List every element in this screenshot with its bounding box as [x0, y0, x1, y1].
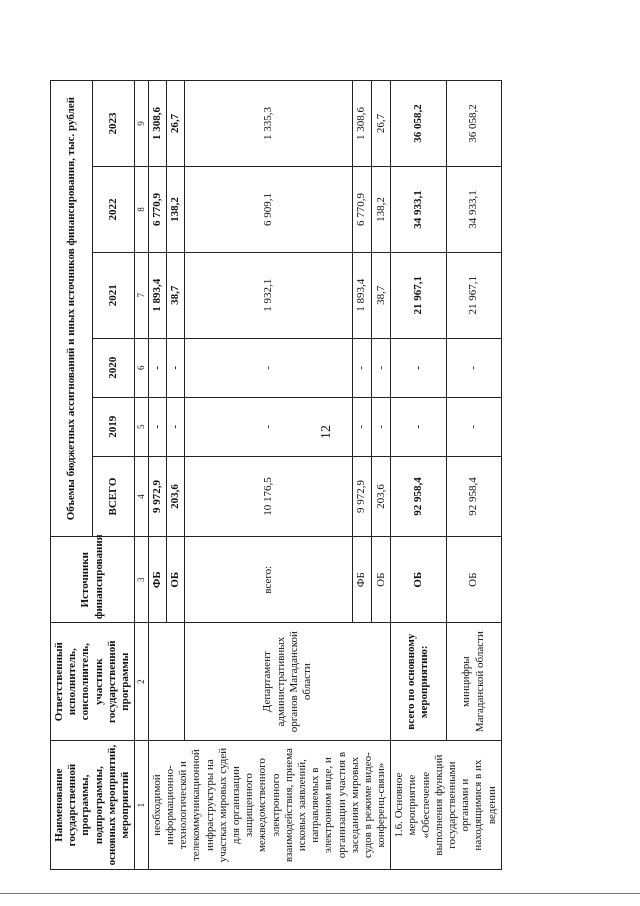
page-number: 12: [319, 425, 334, 439]
source-cell: ОБ: [167, 537, 185, 623]
header-total: ВСЕГО: [93, 456, 135, 537]
index-cell: 5: [135, 397, 149, 456]
value-cell: 34 933,1: [446, 167, 501, 253]
total-cell: 9 972,9: [352, 456, 371, 537]
value-cell: 1 893,4: [148, 252, 166, 338]
value-cell: 34 933,1: [391, 167, 446, 253]
value-cell: -: [148, 338, 166, 397]
header-year: 2023: [93, 81, 135, 167]
activity-name: необходимой информационно-технологической и телекоммуникационной инфраструктуры на участках мировых судей для организации защищенного межведомственного электронного взаимодействия, приема исковых заявлений, направляемых в электронном виде, и организации участия в заседаниях мировых судов в режиме видео-конференц-связи»: [148, 741, 390, 870]
value-cell: 36 058,2: [446, 81, 501, 167]
value-cell: 6 770,9: [148, 167, 166, 253]
page-bottom-edge: [0, 893, 640, 906]
header-year: 2022: [93, 167, 135, 253]
value-cell: 6 909,1: [185, 167, 353, 253]
header-name: Наименование государственной программы, подпрограммы, основных мероприятий, мероприятий: [51, 741, 135, 870]
header-year: 2019: [93, 397, 135, 456]
value-cell: 26,7: [167, 81, 185, 167]
header-budget-group: Объемы бюджетных ассигнований и иных источников финансирования, тыс. рублей: [51, 81, 93, 537]
index-row: [135, 81, 149, 870]
rotated-table-container: [50, 80, 605, 870]
index-cell: 1: [135, 741, 149, 870]
index-cell: 6: [135, 338, 149, 397]
value-cell: -: [446, 338, 501, 397]
source-cell: ОБ: [391, 537, 446, 623]
total-cell: 10 176,5: [185, 456, 353, 537]
executor-cell: всего по основному мероприятию:: [391, 623, 446, 741]
header-source: Источники финансирования: [51, 537, 135, 623]
value-cell: 1 335,3: [185, 81, 353, 167]
value-cell: -: [372, 397, 391, 456]
total-cell: 203,6: [167, 456, 185, 537]
index-cell: 3: [135, 537, 149, 623]
value-cell: -: [167, 338, 185, 397]
value-cell: 21 967,1: [446, 252, 501, 338]
value-cell: 6 770,9: [352, 167, 371, 253]
header-year: 2021: [93, 252, 135, 338]
total-cell: 92 958,4: [391, 456, 446, 537]
value-cell: 21 967,1: [391, 252, 446, 338]
value-cell: -: [391, 338, 446, 397]
source-cell: ОБ: [446, 537, 501, 623]
index-cell: 4: [135, 456, 149, 537]
budget-table: [50, 80, 502, 870]
source-cell: ОБ: [372, 537, 391, 623]
value-cell: -: [352, 397, 371, 456]
index-cell: 9: [135, 81, 149, 167]
table-row: [148, 81, 166, 870]
value-cell: 138,2: [372, 167, 391, 253]
executor-cell: минцифры Магаданской области: [446, 623, 501, 741]
value-cell: -: [372, 338, 391, 397]
value-cell: 38,7: [372, 252, 391, 338]
value-cell: -: [167, 397, 185, 456]
header-row-1: [51, 81, 93, 870]
index-cell: 7: [135, 252, 149, 338]
executor-cell: [148, 623, 184, 741]
source-cell: ФБ: [352, 537, 371, 623]
index-cell: 2: [135, 623, 149, 741]
table-row: [391, 81, 446, 870]
total-cell: 92 958,4: [446, 456, 501, 537]
header-executor: Ответственный исполнитель, соисполнитель, участник государственной программы: [51, 623, 135, 741]
activity-name: 1.6. Основное мероприятие «Обеспечение выполнения функций государственными органами и находящимися в их ведении: [391, 741, 502, 870]
value-cell: 1 893,4: [352, 252, 371, 338]
value-cell: 36 058,2: [391, 81, 446, 167]
source-cell: ФБ: [148, 537, 166, 623]
value-cell: -: [148, 397, 166, 456]
value-cell: 38,7: [167, 252, 185, 338]
value-cell: -: [185, 397, 353, 456]
value-cell: -: [352, 338, 371, 397]
executor-cell: Департамент административных органов Магаданской области: [185, 623, 391, 741]
total-cell: 9 972,9: [148, 456, 166, 537]
value-cell: -: [391, 397, 446, 456]
value-cell: 1 308,6: [352, 81, 371, 167]
value-cell: 1 932,1: [185, 252, 353, 338]
index-cell: 8: [135, 167, 149, 253]
header-year: 2020: [93, 338, 135, 397]
value-cell: -: [185, 338, 353, 397]
value-cell: 26,7: [372, 81, 391, 167]
value-cell: 138,2: [167, 167, 185, 253]
value-cell: 1 308,6: [148, 81, 166, 167]
value-cell: -: [446, 397, 501, 456]
source-cell: всего:: [185, 537, 353, 623]
total-cell: 203,6: [372, 456, 391, 537]
